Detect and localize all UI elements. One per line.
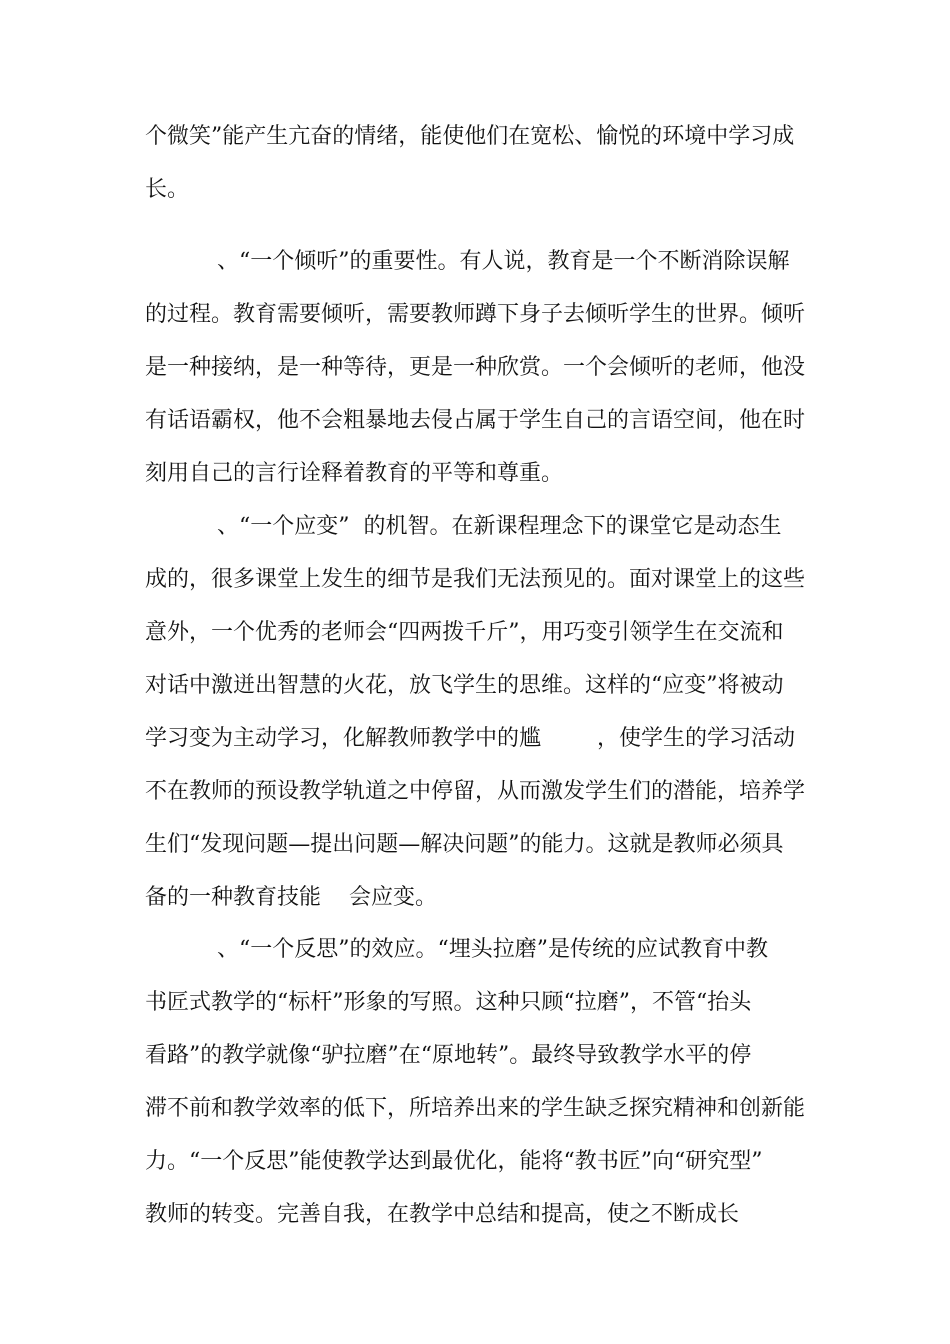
text-line: 学习变为主动学习，化解教师教学中的尴 ，使学生的学习活动	[145, 726, 795, 751]
text-line: 、“一个反思”的效应。“埋头拉磨”是传统的应试教育中教	[217, 937, 768, 962]
text-line: 是一种接纳，是一种等待，更是一种欣赏。一个会倾听的老师，他没	[145, 355, 806, 380]
text-line: 刻用自己的言行诠释着教育的平等和尊重。	[145, 461, 564, 486]
paragraph-listening	[145, 235, 825, 500]
text-line: 生们“发现问题—提出问题—解决问题”的能力。这就是教师必须具	[145, 832, 784, 857]
paragraph-reflection	[145, 923, 825, 1241]
text-line: 个微笑”能产生亢奋的情绪，能使他们在宽松、愉悦的环境中学习成	[145, 124, 795, 149]
text-line: 备的一种教育技能 会应变。	[145, 885, 437, 910]
text-line: 力。“一个反思”能使教学达到最优化，能将“教书匠”向“研究型”	[145, 1149, 763, 1174]
text-line: 、“一个应变” 的机智。在新课程理念下的课堂它是动态生	[217, 514, 782, 539]
text-line: 教师的转变。完善自我，在教学中总结和提高，使之不断成长	[145, 1202, 740, 1227]
text-line: 对话中激迸出智慧的火花，放飞学生的思维。这样的“应变”将被动	[145, 673, 784, 698]
text-line: 、“一个倾听”的重要性。有人说，教育是一个不断消除误解	[217, 249, 790, 274]
text-line: 长。	[145, 177, 190, 202]
text-line: 书匠式教学的“标杆”形象的写照。这种只顾“拉磨”，不管“抬头	[145, 990, 752, 1015]
text-line: 不在教师的预设教学轨道之中停留，从而激发学生们的潜能，培养学	[145, 779, 806, 804]
paragraph-smile-continuation	[145, 110, 825, 216]
text-line: 成的，很多课堂上发生的细节是我们无法预见的。面对课堂上的这些	[145, 567, 806, 592]
text-line: 有话语霸权，他不会粗暴地去侵占属于学生自己的言语空间，他在时	[145, 408, 806, 433]
text-line: 意外，一个优秀的老师会“四两拨千斤”，用巧变引领学生在交流和	[145, 620, 784, 645]
text-line: 的过程。教育需要倾听，需要教师蹲下身子去倾听学生的世界。倾听	[145, 302, 806, 327]
paragraph-adaptability	[145, 500, 825, 924]
text-line: 滞不前和教学效率的低下，所培养出来的学生缺乏探究精神和创新能	[145, 1096, 806, 1121]
text-line: 看路”的教学就像“驴拉磨”在“原地转”。最终导致教学水平的停	[145, 1043, 752, 1068]
